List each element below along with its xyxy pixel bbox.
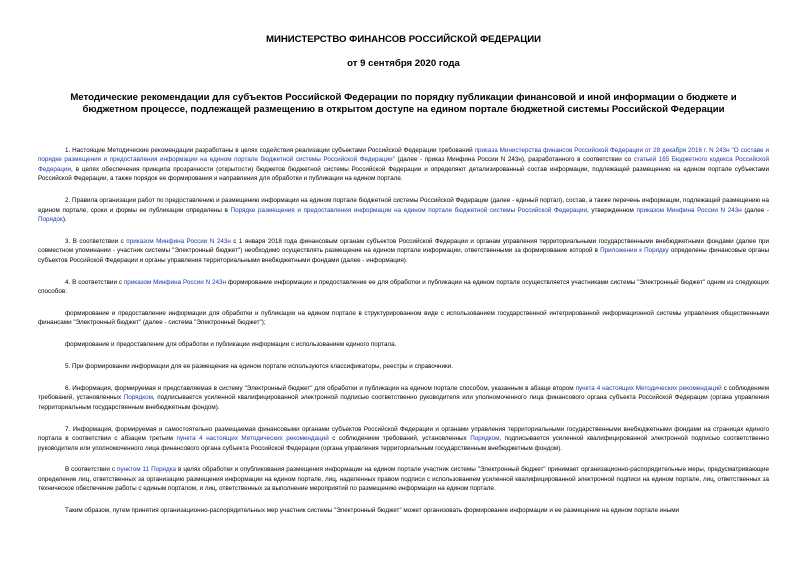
document-body <box>38 146 769 516</box>
document-link[interactable]: Порядок <box>38 215 63 223</box>
paragraph-text: , в целях обеспечения принципа прозрачности (открытости) бюджетов бюджетной системы Российской Федерации и определяют детализированный состав информации, подлежащей размещению на едином портале субъектами Российской Федерации, а также порядок ее формирования и направления для обработки и публикации на едином портале. <box>38 165 769 183</box>
paragraph-text: ). <box>62 215 67 223</box>
paragraph-text: формирование и предоставление информации для обработки и публикации на едином портале в структурированном виде с использованием государственной интегрированной информационной системы управления общественными финансами "Электронный бюджет" (далее - система "Электронный бюджет"); <box>38 309 769 327</box>
document-link[interactable]: Порядком <box>123 394 153 402</box>
paragraph-text: 5. При формировании информации для ее размещения на едином портале используются классификаторы, реестры и справочники. <box>65 363 454 371</box>
paragraph <box>38 237 769 265</box>
paragraph-text: 3. В соответствии с <box>65 237 127 245</box>
paragraph-text: 4. В соответствии с <box>65 278 124 286</box>
paragraph <box>38 384 769 412</box>
paragraph-text: Таким образом, путем принятия организационно-распорядительных мер участник системы "Электронный бюджет" может организовать формирование информации и ее размещение на едином портале иными <box>65 507 680 515</box>
document-link[interactable]: пунктом 11 Порядка <box>117 466 177 474</box>
document-link[interactable]: Приложении к Порядку <box>600 247 669 255</box>
document-link[interactable]: приказом Минфина России N 243н <box>123 278 226 286</box>
paragraph-text: определены финансовые органы субъектов Российской Федерации и органы управления территориальными внебюджетными фондами (далее - информация). <box>38 247 769 264</box>
document-link[interactable]: Порядком <box>470 435 500 443</box>
paragraph-text: с соблюдением требований, установленных <box>328 435 471 443</box>
paragraph <box>38 278 769 297</box>
document-link[interactable]: пункта 4 настоящих Методических рекомендаций <box>176 435 329 443</box>
paragraph-text: с 1 января 2018 года финансовым органам субъектов Российской Федерации и органам управления территориальными государственными внебюджетными фондами (далее при совместном упоминании - участник системы "Электронный бюджет") необходимо осуществлять размещение на едином портале информации, ответственными за формирование которой в <box>38 237 770 255</box>
paragraph <box>38 425 769 453</box>
document-link[interactable]: приказа Министерства финансов Российской Федерации от 28 декабря 2016 г. N 243н "О составе и порядке размещения и предоставления информации на едином портале бюджетной системы Российской Федерации" <box>38 147 769 164</box>
paragraph-text: (далее - приказ Минфина России N 243н), разработанного в соответствии со <box>394 156 634 164</box>
document-link[interactable]: приказом Минфина России N 243н <box>126 237 231 245</box>
paragraph-text: в целях обработки и опубликования размещения информации на едином портале участник системы "Электронный бюджет" принимает организационно-распорядительные меры, предусматривающие определение лиц, ответственных за организацию размещения информации на едином портале, лиц, наделенных правом подписи с использованием усиленной квалифицированной электронной подписи на едином портале, лиц, ответственных за техническое обеспечение работы с единым порталом, и лиц, ответственных за выполнение мероприятий по размещению информации на едином портале. <box>38 466 769 493</box>
paragraph-text: , утвержденном <box>587 206 637 214</box>
document-link[interactable]: статьей 165 Бюджетного кодекса Российской Федерации <box>38 156 769 173</box>
paragraph-text: (далее - <box>741 206 770 214</box>
paragraph-text: В соответствии с <box>65 466 118 474</box>
ministry-heading: МИНИСТЕРСТВО ФИНАНСОВ РОССИЙСКОЙ ФЕДЕРАЦИИ <box>265 34 542 45</box>
paragraph <box>38 146 769 184</box>
paragraph-text: формирование информации и предоставление ее для обработки и публикации на едином портале осуществляется участниками системы "Электронный бюджет" одним из следующих способов: <box>38 278 769 295</box>
paragraph <box>38 465 769 493</box>
paragraph <box>38 506 769 515</box>
document-link[interactable]: приказом Минфина России N 243н <box>636 206 742 214</box>
paragraph <box>38 362 769 371</box>
paragraph <box>38 340 769 349</box>
paragraph-text: , подписывается усиленной квалифицированной электронной подписью соответственно руководителя или уполномоченного лица финансового органа субъекта Российской Федерации (органа управления территориальным государственным внебюджетным фондом). <box>38 435 769 452</box>
paragraph-text: 1. Настоящие Методические рекомендации разработаны в целях содействия реализации субъектами Российской Федерации требований <box>65 147 475 154</box>
document-date: от 9 сентября 2020 года <box>347 58 460 69</box>
paragraph-text: , подписывается усиленной квалифицированной электронной подписью соответственно руководителя или уполномоченного лица финансового органа субъекта Российской Федерации (органа управления территориальным государственным внебюджетным фондом). <box>38 394 769 411</box>
paragraph-text: 6. Информация, формируемая и представляемая в систему "Электронный бюджет" для обработки и публикации на едином портале способом, указанным в абзаце втором <box>65 385 576 392</box>
paragraph <box>38 196 769 224</box>
paragraph-text: 7. Информация, формируемая и самостоятельно размещаемая финансовыми органами субъектов Российской Федерации и органами управления территориальными государственными внебюджетными фондами на страницах единого портала в соответствии с абзацем третьим <box>38 425 769 443</box>
paragraph-text: 2. Правила организации работ по предоставлению и размещению информации на едином портале бюджетной системы Российской Федерации (далее - единый портал), состав, а также перечень информации, подлежащей размещению на едином портале, сроки и формы ее публикации определены в <box>38 197 769 214</box>
paragraph <box>38 309 769 328</box>
document-link[interactable]: Порядке размещения и предоставления информации на едином портале бюджетной системы Российской Федерации <box>230 206 588 214</box>
document-link[interactable]: пункта 4 настоящих Методических рекомендаций <box>575 385 722 392</box>
paragraph-text: формирование и предоставление для обработки и публикации информации с использованием единого портала. <box>65 341 397 349</box>
document-title: Методические рекомендации для субъектов Российской Федерации по порядку публикации финансовой и иной информации о бюджете и бюджетном процессе, подлежащей размещению в открытом доступе на едином портале бюджетной системы Российской Федерации <box>70 92 737 115</box>
paragraph-text: с соблюдением требований, установленных <box>38 385 769 402</box>
